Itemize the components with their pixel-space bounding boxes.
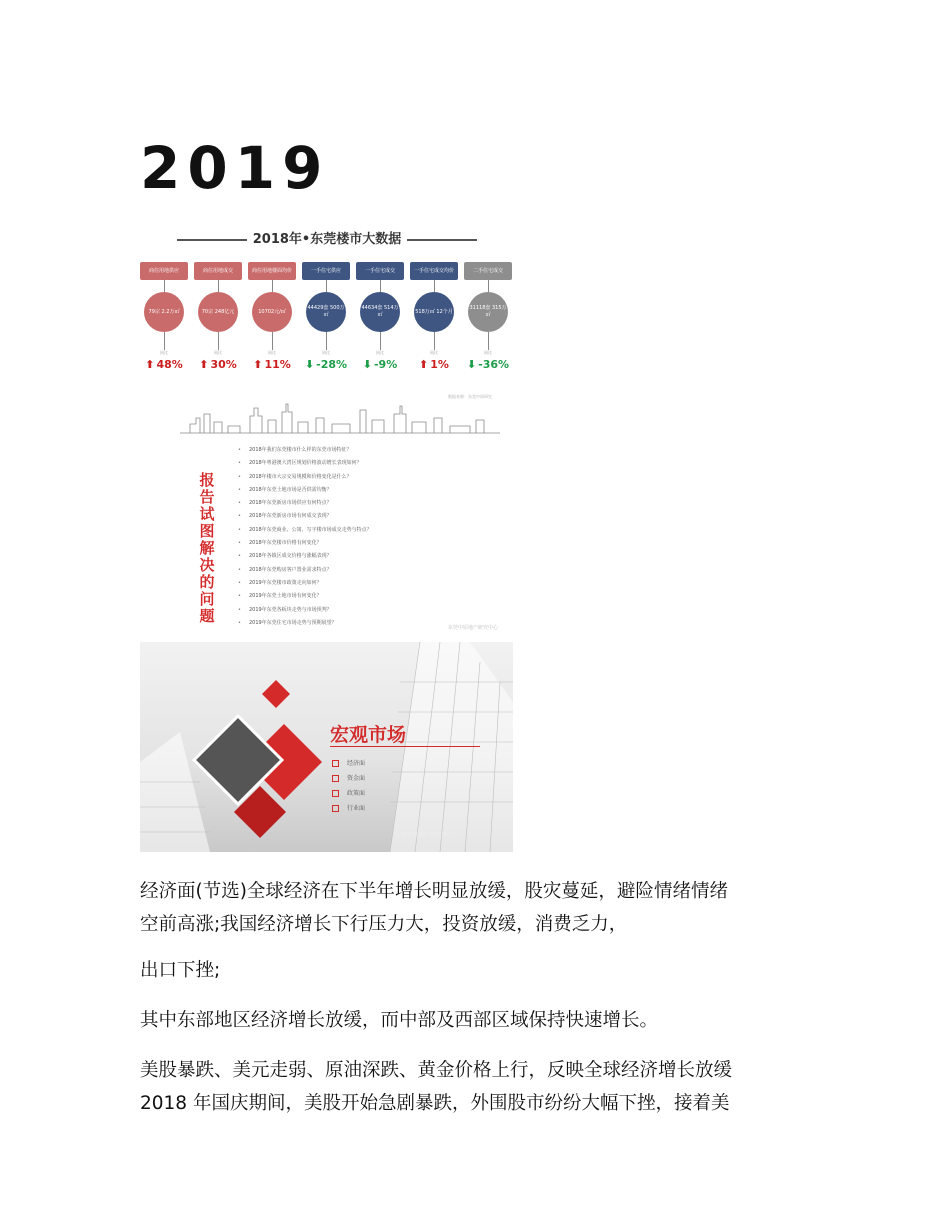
paragraph-markets-line1: 美股暴跌、美元走弱、原油深跌、黄金价格上行，反映全球经济增长放缓	[140, 1060, 733, 1081]
stat-change-up	[248, 358, 296, 371]
question-item: • 2019年东莞住宅市场走势与预期展望？	[238, 617, 372, 630]
infographic-heading	[140, 228, 514, 247]
stat-change-value: 11%	[264, 358, 291, 371]
stat-column	[194, 262, 242, 371]
question-item: • 2018年各镇区成交价格与涨幅表现？	[238, 550, 372, 563]
stat-value-circle: 79宗 2.2万㎡	[144, 292, 184, 332]
stat-change-up	[140, 358, 188, 371]
stat-column	[464, 262, 512, 371]
stat-connector	[326, 332, 327, 350]
stat-value-circle: 10702元/㎡	[252, 292, 292, 332]
stat-change-up	[194, 358, 242, 371]
heading-rule-right	[407, 239, 477, 241]
stat-change-value: -36%	[478, 358, 510, 371]
macro-market-title: 宏观市场	[330, 724, 407, 746]
question-item: • 2018年楼市大宗交易规模和价格变化是什么？	[238, 471, 372, 484]
stat-connector	[218, 332, 219, 350]
stat-note: 同比	[484, 350, 492, 355]
stat-label: 商住用地楼面均价	[248, 262, 296, 280]
stat-column	[302, 262, 350, 371]
stat-label: 一手住宅成交	[356, 262, 404, 280]
stat-note: 同比	[376, 350, 384, 355]
diamond-logo-graphic	[190, 680, 350, 840]
stat-note: 同比	[322, 350, 330, 355]
stat-connector	[488, 332, 489, 350]
stat-change-value: 1%	[430, 358, 449, 371]
infographic-heading-text: 2018年•东莞楼市大数据	[252, 232, 402, 247]
year-title: 2019	[140, 134, 330, 202]
question-item: • 2018年粤港澳大湾区规划价格波动增长表现如何？	[238, 457, 372, 470]
paragraph-economy-line2: 空前高涨;我国经济增长下行压力大，投资放缓，消费乏力，	[140, 914, 628, 935]
question-item: • 2019年东莞土地市场有何变化？	[238, 590, 372, 603]
stat-value-circle: 44429套 500万㎡	[306, 292, 346, 332]
macro-title-rule	[330, 746, 480, 747]
stat-value-circle: 518万㎡ 12个月	[414, 292, 454, 332]
stat-column	[140, 262, 188, 371]
macro-topic-item: 行业面	[332, 801, 365, 816]
stat-value-circle: 31118套 315万㎡	[468, 292, 508, 332]
stat-change-down	[464, 358, 512, 371]
stat-change-down	[302, 358, 350, 371]
stat-note: 同比	[160, 350, 168, 355]
stat-label: 二手住宅成交	[464, 262, 512, 280]
stat-connector	[488, 280, 489, 292]
macro-watermark: 东莞中原地产研究中心	[394, 832, 455, 839]
stat-change-value: -9%	[373, 358, 398, 371]
stat-value-circle: 70宗 248亿元	[198, 292, 238, 332]
question-item: • 2018年东莞新房市场供应有何特点？	[238, 497, 372, 510]
paragraph-economy-line1: 经济面(节选)全球经济在下半年增长明显放缓，股灾蔓延，避险情绪情绪	[140, 881, 728, 902]
macro-market-banner	[140, 642, 513, 852]
stat-connector	[164, 280, 165, 292]
stat-column	[248, 262, 296, 371]
question-item: • 2018年东莞土地市场是否供需均衡？	[238, 484, 372, 497]
stat-connector	[380, 280, 381, 292]
stat-connector	[434, 332, 435, 350]
stat-label: 商住用地供应	[140, 262, 188, 280]
stat-label: 商住用地成交	[194, 262, 242, 280]
stat-column	[410, 262, 458, 371]
stat-column	[356, 262, 404, 371]
paragraph-markets-line2: 2018 年国庆期间，美股开始急剧暴跌，外围股市纷纷大幅下挫，接着美	[140, 1093, 730, 1114]
stat-change-down	[356, 358, 404, 371]
paragraph-regions: 其中东部地区经济增长放缓，而中部及西部区域保持快速增长。	[140, 1010, 659, 1031]
stat-note: 同比	[268, 350, 276, 355]
infographic-watermark: 东莞中原地产研究中心	[447, 625, 498, 631]
question-item: • 2018年东莞商业、公寓、写字楼市场成交走势与特点？	[238, 524, 372, 537]
stat-change-value: 48%	[156, 358, 183, 371]
question-item: • 2019年东莞楼市政策走向如何？	[238, 577, 372, 590]
questions-vertical-title: 报告试图解决的问题	[199, 471, 215, 625]
stat-connector	[272, 280, 273, 292]
heading-rule-left	[177, 239, 247, 241]
macro-topics-list	[332, 756, 365, 816]
stat-note: 同比	[214, 350, 222, 355]
stat-value-circle: 44634套 514万㎡	[360, 292, 400, 332]
stat-connector	[380, 332, 381, 350]
stat-connector	[218, 280, 219, 292]
questions-list	[238, 444, 372, 630]
stat-change-up	[410, 358, 458, 371]
stat-connector	[434, 280, 435, 292]
paragraph-markets	[140, 1054, 820, 1120]
paragraph-exports: 出口下挫;	[140, 960, 221, 981]
question-item: • 2018年我们东莞楼市什么样的东莞市场特征？	[238, 444, 372, 457]
infographic-market-data	[140, 222, 514, 642]
city-skyline-illustration	[180, 402, 500, 434]
stat-connector	[272, 332, 273, 350]
stat-connector	[326, 280, 327, 292]
paragraph-economy	[140, 875, 820, 941]
question-item: • 2018年东莞购房客户置业需求特点？	[238, 564, 372, 577]
question-item: • 2019年东莞各板块走势与市场预判？	[238, 604, 372, 617]
macro-topic-item: 政策面	[332, 786, 365, 801]
macro-topic-item: 经济面	[332, 756, 365, 771]
stat-label: 一手住宅成交均价	[410, 262, 458, 280]
stat-change-value: -28%	[316, 358, 348, 371]
stat-label: 一手住宅供应	[302, 262, 350, 280]
stat-change-value: 30%	[210, 358, 237, 371]
question-item: • 2018年东莞楼市价格有何变化？	[238, 537, 372, 550]
macro-topic-item: 资金面	[332, 771, 365, 786]
stat-connector	[164, 332, 165, 350]
question-item: • 2018年东莞新房市场有何成交表现？	[238, 510, 372, 523]
data-source-note: 数据来源：东莞中原研究	[448, 394, 492, 399]
stat-note: 同比	[430, 350, 438, 355]
